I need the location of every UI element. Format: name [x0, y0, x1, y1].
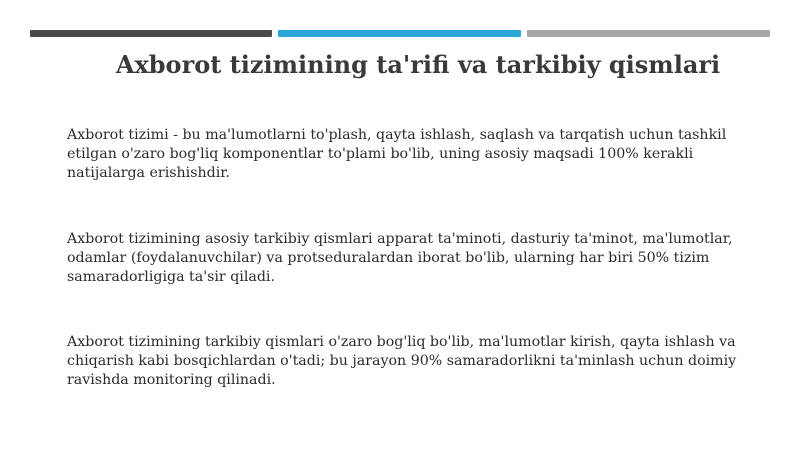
- accent-bar-blue: [278, 30, 521, 37]
- paragraph-process: Axborot tizimining tarkibiy qismlari o'zaro bog'liq bo'lib, ma'lumotlar kirish, qayta ishlash va chiqarish kabi bosqichlardan o'tadi; bu jarayon 90% samaradorlikni ta'minlash uchun doimiy ravishda monitoring qilinadi.: [67, 334, 737, 388]
- accent-bar-dark: [30, 30, 272, 37]
- paragraph-components: Axborot tizimining asosiy tarkibiy qismlari apparat ta'minoti, dasturiy ta'minot, ma'lumotlar, odamlar (foydalanuvchilar) va protseduralardan iborat bo'lib, ularning har biri 50% tizim samaradorligiga ta'sir qiladi.: [67, 231, 733, 285]
- header-accent-bars: [30, 30, 770, 37]
- slide-title: Axborot tizimining ta'rifi va tarkibiy qismlari: [115, 50, 721, 79]
- accent-bar-gray: [527, 30, 770, 37]
- paragraph-definition: Axborot tizimi - bu ma'lumotlarni to'plash, qayta ishlash, saqlash va tarqatish uchun tashkil etilgan o'zaro bog'liq komponentlar to'plami bo'lib, uning asosiy maqsadi 100% kerakli natijalarga erishishdir.: [67, 127, 727, 181]
